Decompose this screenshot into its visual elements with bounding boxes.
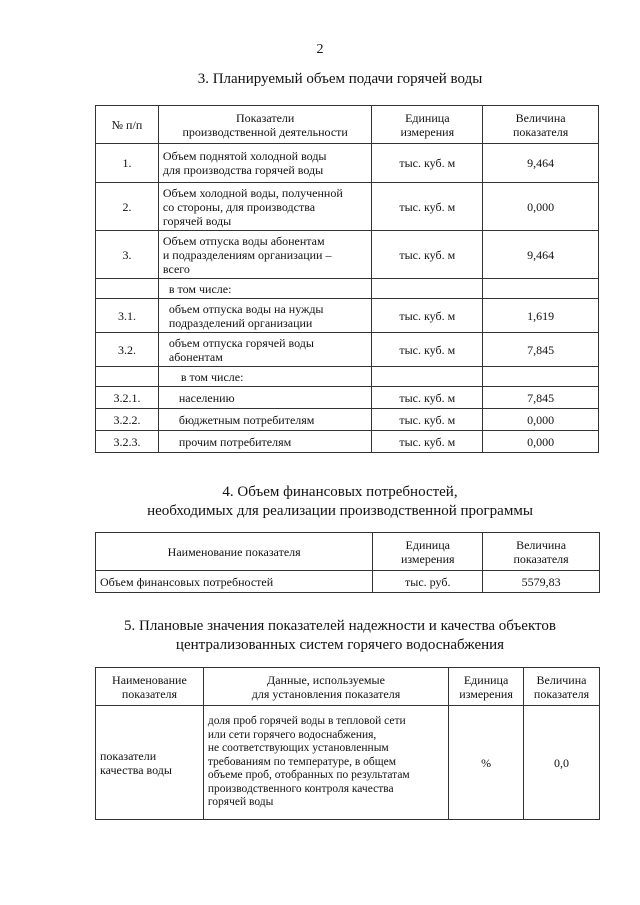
table-row [96,409,599,431]
fin-row-unit: тыс. руб. [373,571,483,593]
fin-row-name: Объем финансовых потребностей [96,571,373,593]
page-number: 2 [316,42,324,57]
table-row [96,183,599,231]
table-row [96,333,599,367]
section5-title-line1: 5. Плановые значения показателей надежности и качества объектов [124,618,556,634]
header-indicator: Показатели производственной деятельности [158,106,372,144]
rel-header-name: Наименование показателя [96,668,204,706]
fin-header-name: Наименование показателя [96,533,373,571]
row-num: 3.2. [96,333,159,367]
rel-header-value: Величина показателя [524,668,600,706]
financial-needs-table [95,532,600,593]
header-num: № п/п [96,106,159,144]
rel-row-value: 0,0 [524,706,600,820]
table-row [96,299,599,333]
row-name: в том числе: [158,367,372,387]
table-row [96,387,599,409]
row-value: 0,000 [483,431,599,453]
row-unit: тыс. куб. м [372,183,483,231]
fin-row-value: 5579,83 [483,571,600,593]
row-name: бюджетным потребителям [158,409,372,431]
row-value: 7,845 [483,333,599,367]
row-unit: тыс. куб. м [372,299,483,333]
row-unit: тыс. куб. м [372,231,483,279]
row-name: в том числе: [158,279,372,299]
row-num [96,279,159,299]
section4-title-line2: необходимых для реализации производственной программы [147,503,533,519]
table-row [96,279,599,299]
row-name: Объем поднятой холодной воды для производства горячей воды [158,144,372,183]
row-unit [372,279,483,299]
row-num: 3.2.2. [96,409,159,431]
row-name: Объем холодной воды, полученной со стороны, для производства горячей воды [158,183,372,231]
section5-title-line2: централизованных систем горячего водоснабжения [175,637,505,653]
row-unit [372,367,483,387]
rel-row-data: доля проб горячей воды в тепловой сети или сети горячего водоснабжения, не соответствующих установленным требованиям по температуре, в общем объеме проб, отобранных по результатам производственного контроля качества горячей воды [203,706,448,820]
row-unit: тыс. куб. м [372,409,483,431]
row-num [96,367,159,387]
rel-header-data: Данные, используемые для установления показателя [203,668,448,706]
row-value: 1,619 [483,299,599,333]
table-row [96,367,599,387]
row-name: Объем отпуска воды абонентам и подразделениям организации – всего [158,231,372,279]
row-num: 3.2.3. [96,431,159,453]
section3-title: 3. Планируемый объем подачи горячей воды [197,71,483,87]
row-unit: тыс. куб. м [372,333,483,367]
table-row [96,144,599,183]
rel-row-unit: % [449,706,524,820]
row-value [483,279,599,299]
fin-header-unit: Единица измерения [373,533,483,571]
row-value: 9,464 [483,231,599,279]
row-num: 1. [96,144,159,183]
row-name: объем отпуска горячей воды абонентам [158,333,372,367]
water-supply-table [95,105,599,453]
row-num: 3. [96,231,159,279]
rel-header-unit: Единица измерения [449,668,524,706]
table-row [96,231,599,279]
header-unit: Единица измерения [372,106,483,144]
reliability-table [95,667,600,820]
row-value: 0,000 [483,409,599,431]
row-num: 3.2.1. [96,387,159,409]
row-value [483,367,599,387]
section4-title-line1: 4. Объем финансовых потребностей, [222,484,458,500]
fin-header-value: Величина показателя [483,533,600,571]
row-unit: тыс. куб. м [372,144,483,183]
row-num: 2. [96,183,159,231]
rel-row-name: показатели качества воды [96,706,204,820]
row-value: 0,000 [483,183,599,231]
row-unit: тыс. куб. м [372,431,483,453]
row-name: населению [158,387,372,409]
table-row [96,431,599,453]
header-value: Величина показателя [483,106,599,144]
row-num: 3.1. [96,299,159,333]
row-value: 7,845 [483,387,599,409]
row-name: прочим потребителям [158,431,372,453]
row-value: 9,464 [483,144,599,183]
row-unit: тыс. куб. м [372,387,483,409]
row-name: объем отпуска воды на нужды подразделений организации [158,299,372,333]
